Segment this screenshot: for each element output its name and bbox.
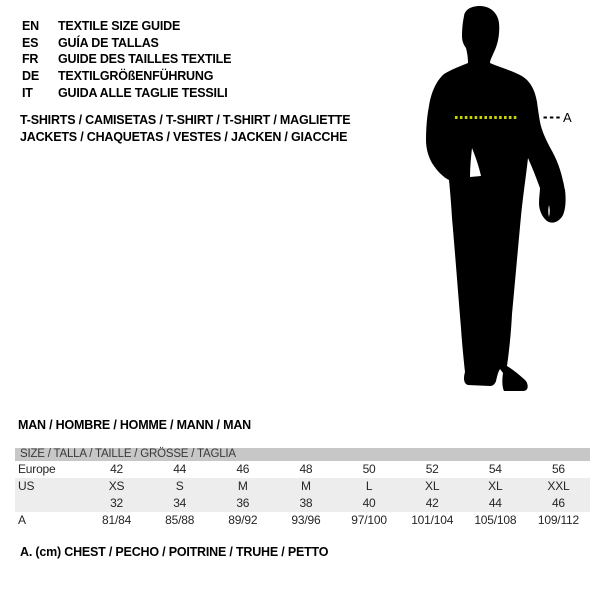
size-cell: 44 xyxy=(488,496,502,510)
language-title: TEXTILGRÖßENFÜHRUNG xyxy=(58,69,214,84)
size-cell: XL xyxy=(425,479,440,493)
table-row xyxy=(15,461,590,478)
row-label: Europe xyxy=(18,462,56,476)
language-title: GUIDE DES TAILLES TEXTILE xyxy=(58,52,232,67)
man-silhouette xyxy=(426,6,566,391)
size-cell: 38 xyxy=(299,496,313,510)
size-cell: 105/108 xyxy=(474,513,517,527)
size-cell: M xyxy=(301,479,311,493)
size-cell: 44 xyxy=(173,462,187,476)
size-cell: 36 xyxy=(236,496,250,510)
size-cell: 89/92 xyxy=(228,513,258,527)
language-title: GUÍA DE TALLAS xyxy=(58,35,159,50)
language-title: TEXTILE SIZE GUIDE xyxy=(58,19,181,34)
measure-label-a: A xyxy=(563,110,572,125)
language-list xyxy=(22,18,231,101)
category-lines xyxy=(20,112,350,146)
row-label: US xyxy=(18,479,35,493)
row-label: A xyxy=(18,513,26,527)
size-cell: 42 xyxy=(110,462,124,476)
size-cell: XS xyxy=(108,479,125,493)
language-row xyxy=(22,18,231,35)
size-cell: XL xyxy=(488,479,503,493)
size-cell: 40 xyxy=(362,496,376,510)
size-cell: 46 xyxy=(551,496,565,510)
language-row xyxy=(22,35,231,52)
gender-section-title: MAN / HOMBRE / HOMME / MANN / MAN xyxy=(18,418,251,432)
size-cell: 50 xyxy=(362,462,376,476)
size-cell: 46 xyxy=(236,462,250,476)
size-cell: 101/104 xyxy=(411,513,454,527)
size-cell: 54 xyxy=(488,462,502,476)
size-table-header: SIZE / TALLA / TAILLE / GRÖSSE / TAGLIA xyxy=(15,448,590,461)
size-cell: 85/88 xyxy=(165,513,195,527)
size-cell: S xyxy=(175,479,184,493)
language-row xyxy=(22,84,231,101)
table-row xyxy=(15,495,590,512)
size-cell: 52 xyxy=(425,462,439,476)
table-row xyxy=(15,512,590,529)
category-line: T-SHIRTS / CAMISETAS / T-SHIRT / T-SHIRT / MAGLIETTE xyxy=(20,113,351,127)
size-cell: XXL xyxy=(547,479,570,493)
language-title: GUIDA ALLE TAGLIE TESSILI xyxy=(58,85,228,100)
language-row xyxy=(22,51,231,68)
size-cell: 56 xyxy=(551,462,565,476)
size-cell: 81/84 xyxy=(102,513,132,527)
man-silhouette-svg xyxy=(400,0,580,400)
language-row xyxy=(22,68,231,85)
size-cell: 42 xyxy=(425,496,439,510)
language-code: FR xyxy=(22,52,39,67)
table-row xyxy=(15,478,590,495)
size-table-rows xyxy=(15,461,590,529)
measurement-footnote: A. (cm) CHEST / PECHO / POITRINE / TRUHE / PETTO xyxy=(20,545,329,559)
category-line: JACKETS / CHAQUETAS / VESTES / JACKEN / GIACCHE xyxy=(20,130,348,144)
size-cell: 32 xyxy=(110,496,124,510)
size-table xyxy=(15,448,590,529)
language-code: ES xyxy=(22,35,39,50)
size-cell: 97/100 xyxy=(351,513,387,527)
language-code: IT xyxy=(22,85,33,100)
size-cell: L xyxy=(365,479,373,493)
size-cell: 34 xyxy=(173,496,187,510)
size-cell: 93/96 xyxy=(291,513,321,527)
language-code: EN xyxy=(22,19,39,34)
man-figure xyxy=(400,0,580,400)
size-cell: 48 xyxy=(299,462,313,476)
size-cell: M xyxy=(237,479,248,493)
size-cell: 109/112 xyxy=(537,513,579,527)
row-label xyxy=(15,495,85,512)
language-code: DE xyxy=(22,69,39,84)
